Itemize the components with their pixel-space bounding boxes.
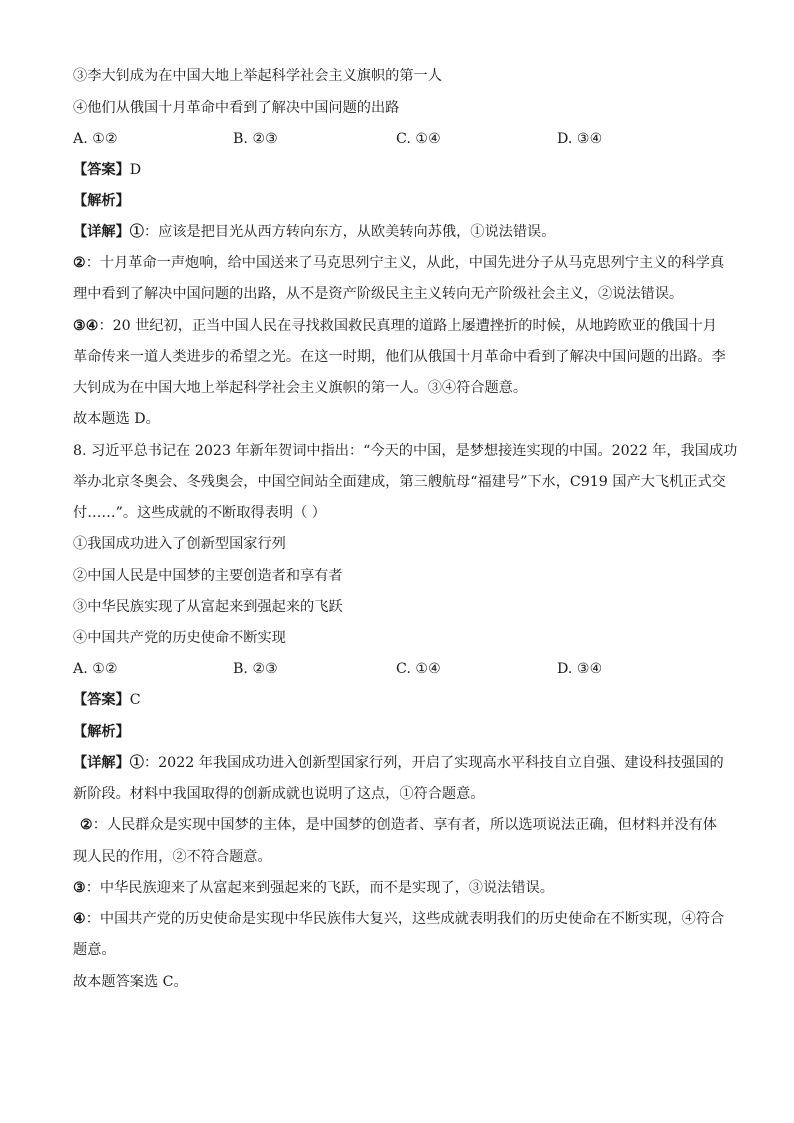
q7-detail-p3-line1: ③④：20 世纪初，正当中国人民在寻找救国救民真理的道路上屡遭挫折的时候，从地跨欧亚的俄国十月 [73,318,717,334]
q8-answer [73,690,141,710]
q7-answer [73,160,141,180]
q8-detail-p4-line2: 题意。 [73,942,116,958]
q7-conclusion: 故本题选 D。 [73,411,160,427]
q8-statement-1: ①我国成功进入了创新型国家行列 [73,536,286,552]
detail-tag: 【详解】 [73,755,130,771]
q7-detail-p2-line1: ②：十月革命一声炮响，给中国送来了马克思列宁主义，从此，中国先进分子从马克思列宁主义的科学真 [73,255,725,271]
answer-value: D [129,162,142,178]
q8-detail-p2-line1: ②：人民群众是实现中国梦的主体，是中国梦的创造者、享有者，所以选项说法正确，但材料并没有体 [80,817,717,833]
q8-statement-3: ③中华民族实现了从富起来到强起来的飞跃 [73,599,343,615]
q8-detail-p4-line1: ④：中国共产党的历史使命是实现中华民族伟大复兴，这些成就表明我们的历史使命在不断实现，④符合 [73,911,725,927]
q8-stem-line1: 8. 习近平总书记在 2023 年新年贺词中指出：“今天的中国，是梦想接连实现的中国。2022 年，我国成功 [73,443,738,459]
q7-option-a: A. ①② [73,131,118,147]
q7-option-d: D. ③④ [557,131,603,147]
answer-tag: 【答案】 [73,162,130,178]
q7-analysis-tag: 【解析】 [73,193,130,209]
q7-detail-p2-line2: 理中看到了解决中国问题的出路，从不是资产阶级民主主义转向无产阶级社会主义，②说法错误。 [73,286,684,302]
q8-conclusion: 故本题答案选 C。 [73,974,188,990]
q8-option-b: B. ②③ [233,661,278,677]
q7-statement-4: ④他们从俄国十月革命中看到了解决中国问题的出路 [73,100,400,116]
q8-detail-p1-line2: 新阶段。材料中我国取得的创新成就也说明了这点，①符合题意。 [73,786,485,802]
q8-option-c: C. ①④ [396,661,441,677]
q7-detail-p3-line3: 大钊成为在中国大地上举起科学社会主义旗帜的第一人。③④符合题意。 [73,380,528,396]
q8-stem-line2: 举办北京冬奥会、冬残奥会，中国空间站全面建成，第三艘航母“福建号”下水，C919 国产大飞机正式交 [73,474,726,490]
q8-option-d: D. ③④ [557,661,603,677]
q7-option-b: B. ②③ [233,131,278,147]
answer-tag: 【答案】 [73,692,130,708]
q7-statement-3: ③李大钊成为在中国大地上举起科学社会主义旗帜的第一人 [73,68,442,84]
q8-statement-2: ②中国人民是中国梦的主要创造者和享有者 [73,568,343,584]
answer-value: C [129,692,141,708]
q8-statement-4: ④中国共产党的历史使命不断实现 [73,630,286,646]
q8-detail-p3: ③：中华民族迎来了从富起来到强起来的飞跃，而不是实现了，③说法错误。 [73,880,554,896]
q8-detail-p1-line1: 【详解】①：2022 年我国成功进入创新型国家行列，开启了实现高水平科技自立自强、建设科技强国的 [73,755,724,771]
q7-detail-p1: 【详解】①：应该是把目光从西方转向东方，从欧美转向苏俄，①说法错误。 [73,224,556,240]
q7-option-c: C. ①④ [396,131,441,147]
q7-detail-p3-line2: 革命传来一道人类进步的希望之光。在这一时期，他们从俄国十月革命中看到了解决中国问题的出路。李 [73,349,726,365]
q8-analysis-tag: 【解析】 [73,724,130,740]
q8-stem-line3: 付……”。这些成就的不断取得表明（ ） [73,505,326,521]
q8-option-a: A. ①② [73,661,118,677]
detail-tag: 【详解】 [73,224,130,240]
q8-detail-p2-line2: 现人民的作用，②不符合题意。 [73,849,272,865]
